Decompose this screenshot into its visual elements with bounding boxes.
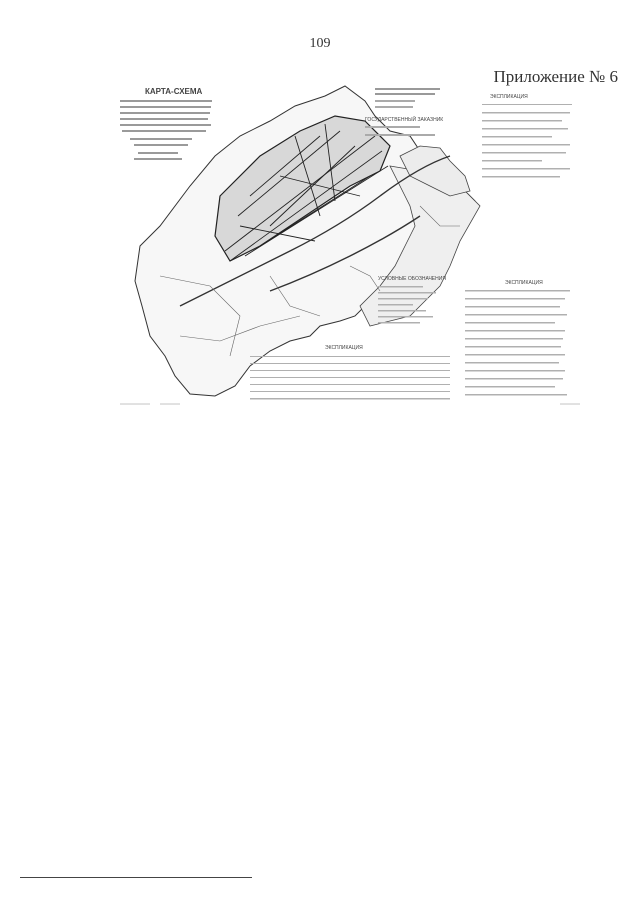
lower-right-explication <box>465 280 570 396</box>
title-description-lines <box>120 100 212 160</box>
right-explication-table <box>482 94 572 178</box>
scanned-map-scheme <box>120 76 580 406</box>
footnote-separator-line <box>20 877 252 878</box>
right-table-title: ЭКСПЛИКАЦИЯ <box>490 94 528 100</box>
bottom-explication-table <box>250 345 450 400</box>
explication-title: ЭКСПЛИКАЦИЯ <box>505 280 543 286</box>
page-number: 109 <box>309 36 331 51</box>
map-drawing <box>120 76 580 406</box>
map-title: КАРТА-СХЕМА <box>145 87 203 96</box>
appendix-title: Приложение № 6 <box>493 67 618 86</box>
legend-title: УСЛОВНЫЕ ОБОЗНАЧЕНИЯ <box>378 276 446 282</box>
map-title-block <box>120 87 212 160</box>
protected-area-label: ГОСУДАРСТВЕННЫЙ ЗАКАЗНИК <box>365 117 444 123</box>
bottom-table-title: ЭКСПЛИКАЦИЯ <box>325 345 363 351</box>
